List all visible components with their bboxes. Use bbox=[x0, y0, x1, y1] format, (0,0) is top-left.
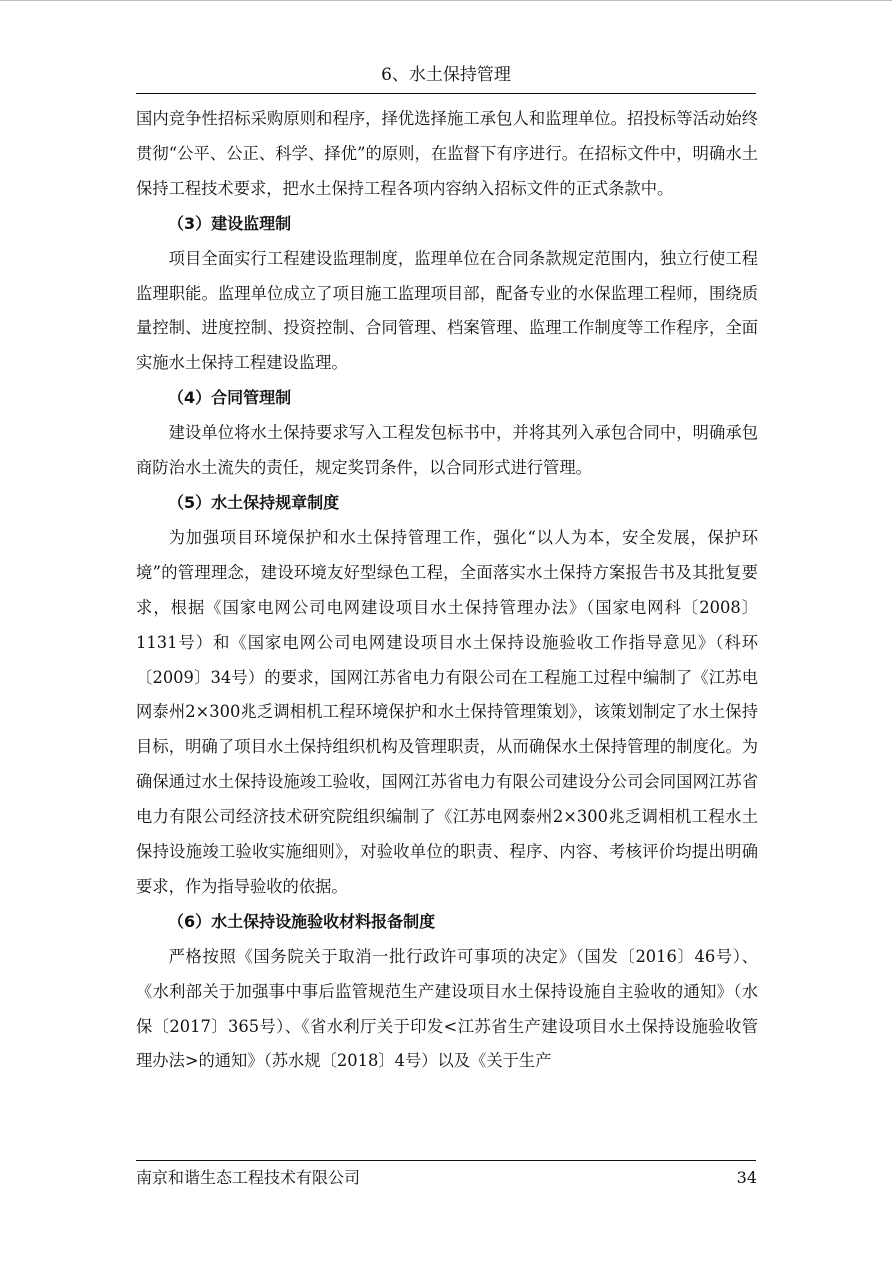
page-number: 34 bbox=[736, 1168, 757, 1187]
section-heading-regulations: （5）水土保持规章制度 bbox=[168, 492, 340, 512]
page-top-border bbox=[0, 0, 892, 1]
section-heading-supervision: （3）建设监理制 bbox=[168, 213, 292, 233]
paragraph-supervision: 项目全面实行工程建设监理制度，监理单位在合同条款规定范围内，独立行使工程监理职能。监理单位成立了项目施工监理项目部，配备专业的水保监理工程师，围绕质量控制、进度控制、投资控制、合同管理、档案管理、监理工作制度等工作程序，全面实施水土保持工程建设监理。 bbox=[136, 248, 758, 373]
paragraph-regulations: 为加强项目环境保护和水土保持管理工作，强化“以人为本，安全发展，保护环境”的管理理念，建设环境友好型绿色工程，全面落实水土保持方案报告书及其批复要求，根据《国家电网公司电网建设项目水土保持管理办法》（国家电网科〔2008〕1131号）和《国家电网公司电网建设项目水土保持设施验收工作指导意见》（科环〔2009〕34号）的要求，国网江苏省电力有限公司在工程施工过程中编制了《江苏电网泰州2×300兆乏调相机工程环境保护和水土保持管理策划》，该策划制定了水土保持目标，明确了项目水土保持组织机构及管理职责，从而确保水土保持管理的制度化。为确保通过水土保持设施竣工验收，国网江苏省电力有限公司建设分公司会同国网江苏省电力有限公司经济技术研究院组织编制了《江苏电网泰州2×300兆乏调相机工程水土保持设施竣工验收实施细则》，对验收单位的职责、程序、内容、考核评价均提出明确要求，作为指导验收的依据。 bbox=[136, 527, 758, 896]
footer-rule bbox=[136, 1160, 756, 1161]
running-header-title: 6、水土保持管理 bbox=[381, 65, 511, 85]
paragraph-acceptance-filing: 严格按照《国务院关于取消一批行政许可事项的决定》（国发〔2016〕46号）、《水利部关于加强事中事后监管规范生产建设项目水土保持设施自主验收的通知》（水保〔2017〕365号）、《省水利厅关于印发<江苏省生产建设项目水土保持设施验收管理办法>的通知》（苏水规〔2018〕4号）以及《关于生产 bbox=[136, 946, 758, 1071]
section-heading-acceptance-filing: （6）水土保持设施验收材料报备制度 bbox=[168, 911, 436, 931]
paragraph-contract: 建设单位将水土保持要求写入工程发包标书中，并将其列入承包合同中，明确承包商防治水土流失的责任，规定奖罚条件，以合同形式进行管理。 bbox=[136, 423, 758, 478]
header-rule bbox=[136, 93, 756, 94]
paragraph-bidding: 国内竞争性招标采购原则和程序，择优选择施工承包人和监理单位。招投标等活动始终贯彻“公平、公正、科学、择优”的原则，在监督下有序进行。在招标文件中，明确水土保持工程技术要求，把水土保持工程各项内容纳入招标文件的正式条款中。 bbox=[136, 109, 758, 198]
body-text bbox=[136, 102, 758, 1079]
section-heading-contract: （4）合同管理制 bbox=[168, 388, 292, 408]
footer-company-name: 南京和谐生态工程技术有限公司 bbox=[136, 1168, 361, 1187]
